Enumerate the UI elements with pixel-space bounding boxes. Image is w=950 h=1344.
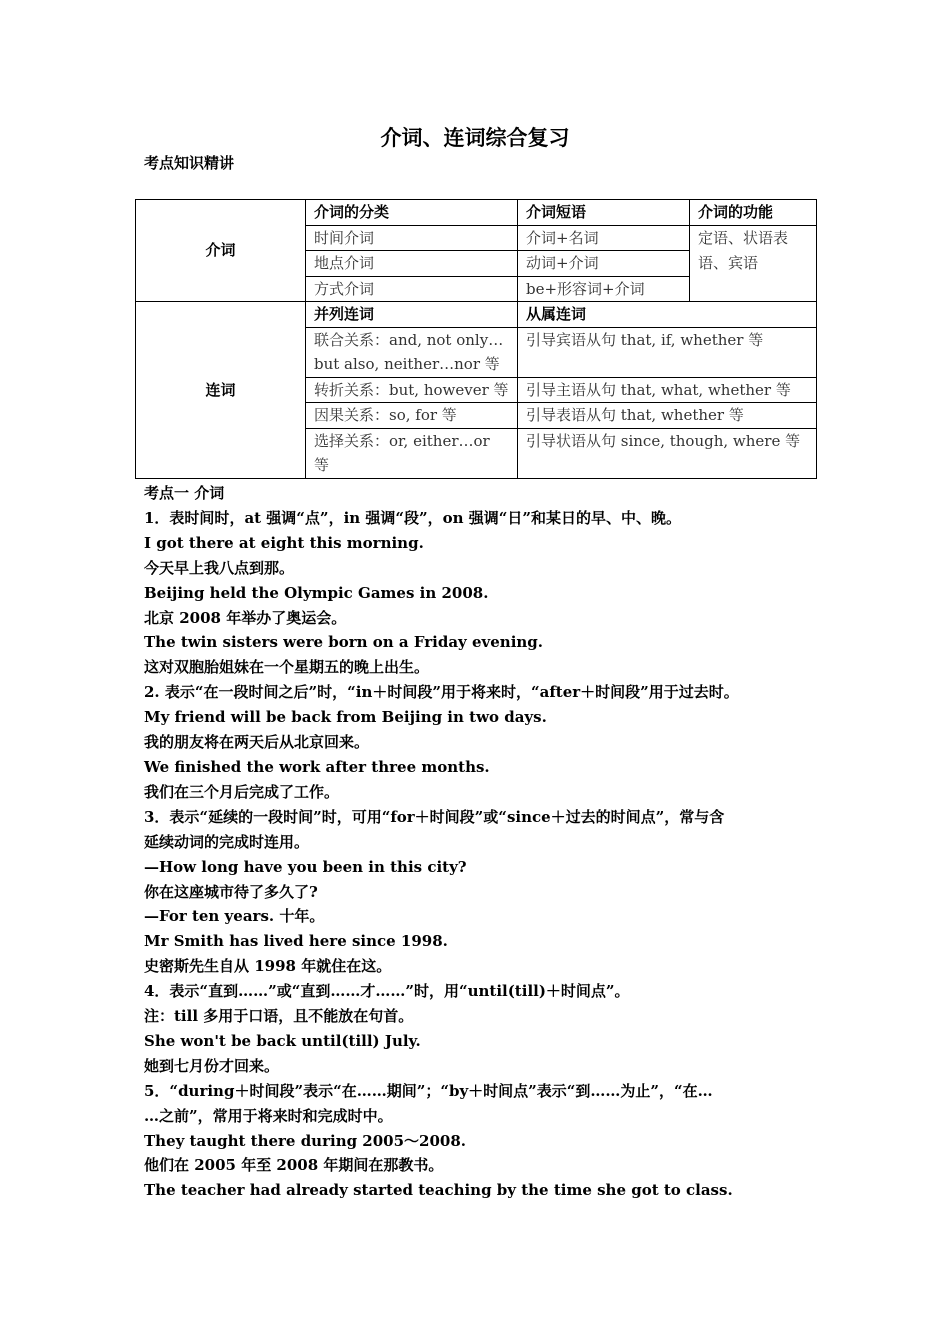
example-sentence: Beijing held the Olympic Games in 2008. xyxy=(144,583,489,602)
translation-text: 你在这座城市待了多久了? xyxy=(144,882,318,901)
example-sentence: —For ten years. 十年。 xyxy=(144,907,325,926)
table-cell: 引导表语从句 that, whether 等 xyxy=(518,403,817,429)
section-subtitle: 考点知识精讲 xyxy=(144,154,235,172)
example-sentence: We finished the work after three months. xyxy=(144,757,490,776)
table-cell: 引导主语从句 that, what, whether 等 xyxy=(518,377,817,403)
translation-text: 这对双胞胎姐妹在一个星期五的晚上出生。 xyxy=(144,658,430,677)
example-sentence: She won't be back until(till) July. xyxy=(144,1031,421,1050)
example-sentence: The teacher had already started teaching by the time she got to class. xyxy=(144,1181,733,1200)
table-cell: 选择关系：or, either…or 等 xyxy=(306,428,518,478)
table-header-cell: 介词的分类 xyxy=(306,200,518,226)
table-cell: 方式介词 xyxy=(306,276,518,302)
example-sentence: —How long have you been in this city? xyxy=(144,857,467,876)
rule-text: 延续动词的完成时连用。 xyxy=(144,832,310,851)
rule-text: 2. 表示“在一段时间之后”时，“in＋时间段”用于将来时，“after＋时间段”用于过去时。 xyxy=(144,683,739,702)
translation-text: 北京 2008 年举办了奥运会。 xyxy=(144,608,347,627)
translation-text: 他们在 2005 年至 2008 年期间在那教书。 xyxy=(144,1156,444,1175)
translation-text: 她到七月份才回来。 xyxy=(144,1056,280,1075)
example-sentence: Mr Smith has lived here since 1998. xyxy=(144,932,448,951)
table-cell: 转折关系：but, however 等 xyxy=(306,377,518,403)
example-sentence: My friend will be back from Beijing in two days. xyxy=(144,708,547,727)
table-cell: 因果关系：so, for 等 xyxy=(306,403,518,429)
translation-text: 我的朋友将在两天后从北京回来。 xyxy=(144,733,370,752)
table-cell: 时间介词 xyxy=(306,225,518,251)
summary-table xyxy=(135,199,817,479)
table-header-cell: 介词的功能 xyxy=(690,200,817,226)
table-header-cell: 并列连词 xyxy=(306,302,518,328)
translation-text: 今天早上我八点到那。 xyxy=(144,558,295,577)
table-cell: 引导宾语从句 that, if, whether 等 xyxy=(518,327,817,377)
rule-text: 5．“during＋时间段”表示“在……期间”；“by＋时间点”表示“到……为止”，“在… xyxy=(144,1081,713,1100)
example-sentence: The twin sisters were born on a Friday evening. xyxy=(144,633,544,652)
table-cell: 介词+名词 xyxy=(518,225,690,251)
conj-row-label: 连词 xyxy=(136,302,306,479)
table-cell: 地点介词 xyxy=(306,251,518,277)
table-cell: 引导状语从句 since, though, where 等 xyxy=(518,428,817,478)
prep-function-cell: 定语、状语表语、宾语 xyxy=(690,225,817,302)
table-header-cell: 从属连词 xyxy=(518,302,817,328)
rule-text: …之前”，常用于将来时和完成时中。 xyxy=(144,1106,393,1125)
page-title: 介词、连词综合复习 xyxy=(380,126,570,150)
section-heading: 考点一 介词 xyxy=(144,484,225,502)
translation-text: 我们在三个月后完成了工作。 xyxy=(144,782,340,801)
translation-text: 史密斯先生自从 1998 年就住在这。 xyxy=(144,957,392,976)
note-text: 注：till 多用于口语，且不能放在句首。 xyxy=(144,1007,414,1026)
table-cell: be+形容词+介词 xyxy=(518,276,690,302)
rule-text: 1．表时间时，at 强调“点”，in 强调“段”，on 强调“日”和某日的早、中、晚。 xyxy=(144,508,682,527)
example-sentence: I got there at eight this morning. xyxy=(144,533,424,552)
rule-text: 3．表示“延续的一段时间”时，可用“for＋时间段”或“since＋过去的时间点”，常与含 xyxy=(144,807,725,826)
table-cell: 联合关系：and, not only…but also, neither…nor 等 xyxy=(306,327,518,377)
example-sentence: They taught there during 2005～2008. xyxy=(144,1131,467,1150)
document-body xyxy=(144,481,824,1203)
table-cell: 动词+介词 xyxy=(518,251,690,277)
rule-text: 4．表示“直到……”或“直到……才……”时，用“until(till)＋时间点”。 xyxy=(144,982,630,1001)
prep-row-label: 介词 xyxy=(136,200,306,302)
table-header-cell: 介词短语 xyxy=(518,200,690,226)
